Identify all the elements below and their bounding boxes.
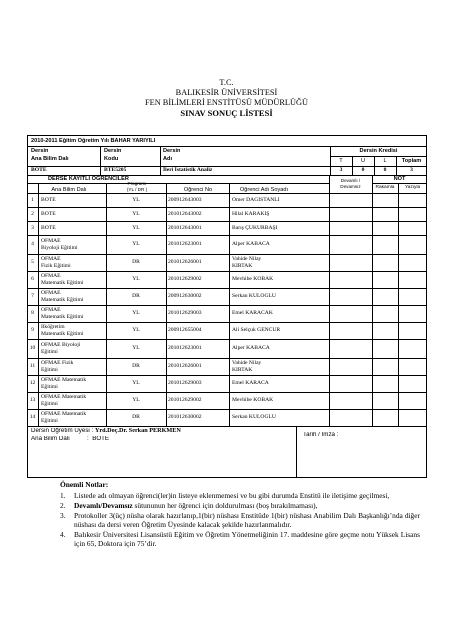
table-column-rule xyxy=(398,183,399,426)
row-program: YL xyxy=(132,380,140,386)
credit-l-label: L xyxy=(383,158,387,164)
row-department: Eğitimi xyxy=(41,348,58,355)
notes-title: Önemli Notlar: xyxy=(60,480,109,489)
table-rule xyxy=(27,288,427,289)
header-line-tc: T.C. xyxy=(219,78,234,87)
row-student-name: Ali Selçuk GENCÜR xyxy=(232,327,281,333)
row-department: OFMAE Fizik xyxy=(41,360,74,366)
row-student-name: Serkan KULOĞLU xyxy=(232,293,276,299)
row-student-name: KIRTAK xyxy=(232,262,253,269)
row-program: YL xyxy=(132,310,140,316)
row-department: BÖTE xyxy=(41,196,56,203)
footer-department: Ana Bilim Dalı : BÖTE xyxy=(31,436,110,442)
row-program: YL xyxy=(132,327,140,333)
row-student-id: 201012623001 xyxy=(168,241,202,247)
row-student-name: Vahide Nilay xyxy=(232,256,262,262)
row-department: Matematik Eğitimi xyxy=(41,313,84,320)
row-program: YL xyxy=(132,224,140,231)
row-number: 6 xyxy=(31,276,34,282)
note-number: 1. xyxy=(60,491,66,500)
table-column-rule xyxy=(100,146,101,175)
row-student-name: Serkan KULOĞLU xyxy=(232,414,276,420)
row-student-name: Alper KABACA xyxy=(232,241,270,247)
row-number: 2 xyxy=(31,210,34,217)
row-number: 12 xyxy=(29,380,36,386)
note-item xyxy=(60,530,420,548)
row-student-name: Emel KARACA xyxy=(232,380,269,386)
students-caption: DERSE KAYITLI ÖĞRENCİLER xyxy=(48,176,129,182)
row-program: YL xyxy=(132,241,140,247)
note-emphasis: Devamlı/Devamsız xyxy=(74,501,133,510)
table-rule xyxy=(27,193,427,194)
table-column-rule xyxy=(166,183,167,426)
date-signature-label: Tarih / İmza : xyxy=(303,432,339,438)
table-rule xyxy=(27,392,427,393)
row-number: 14 xyxy=(29,414,36,420)
course-credit-label: Dersin Kredisi xyxy=(359,148,398,154)
document-title: SINAV SONUÇ LİSTESİ xyxy=(180,108,273,118)
course-code-label: Dersin xyxy=(104,148,122,154)
row-program: YL xyxy=(132,397,140,403)
row-department: OFMAE Matematik xyxy=(41,411,87,417)
table-rule xyxy=(27,339,427,340)
course-dept-label: Ana Bilim Dalı xyxy=(31,156,69,162)
note-number: 3. xyxy=(60,511,66,520)
note-number: 4. xyxy=(60,530,66,539)
table-column-rule xyxy=(296,426,297,478)
row-student-id: 201012623001 xyxy=(168,345,202,351)
note-text: Listede adı olmayan öğrenci(ler)in listeye eklenmemesi ve bu gibi durumda Enstitü ile iletişime geçilmesi, xyxy=(74,491,390,500)
row-number: 10 xyxy=(29,345,36,351)
row-program: DR xyxy=(132,414,140,420)
table-rule xyxy=(27,409,427,410)
course-dept: BÖTE xyxy=(31,167,47,173)
row-student-id: 201012643002 xyxy=(168,210,202,217)
table-column-rule xyxy=(160,146,161,175)
course-name-label: Dersin xyxy=(163,148,181,154)
row-department: OFMAE xyxy=(41,290,61,296)
col-dept-label: Ana Bilim Dalı xyxy=(51,187,87,193)
row-number: 8 xyxy=(31,310,34,316)
header-institute: FEN BİLİMLERİ ENSTİTÜSÜ MÜDÜRLÜĞÜ xyxy=(145,98,308,107)
row-number: 3 xyxy=(31,224,34,231)
table-column-rule xyxy=(372,183,373,426)
col-program-label: (YL / DR ) xyxy=(126,187,148,192)
row-number: 1 xyxy=(31,196,34,203)
row-student-name: Barış ÇUKURBAŞI xyxy=(232,224,278,231)
table-rule xyxy=(27,207,427,208)
row-number: 7 xyxy=(31,293,34,299)
table-rule xyxy=(27,271,427,272)
row-number: 11 xyxy=(29,363,36,369)
col-continuity-label: Devamsız xyxy=(340,184,361,189)
course-code-label: Kodu xyxy=(104,156,119,162)
term-label: 2010-2011 Eğitim Öğretim Yılı BAHAR YARIYILI xyxy=(31,138,156,144)
row-department: Matematik Eğitimi xyxy=(41,330,84,337)
row-student-id: 201012629002 xyxy=(168,276,202,282)
row-student-name: Hilal KARAKIŞ xyxy=(232,210,270,217)
row-student-name: Mevhibe KOBAK xyxy=(232,276,274,282)
row-department: OFMAE xyxy=(41,238,61,244)
table-rule xyxy=(27,426,427,427)
row-student-id: 201012629002 xyxy=(168,397,202,403)
row-number: 4 xyxy=(31,241,34,247)
table-rule xyxy=(372,183,427,184)
table-column-rule xyxy=(329,183,330,426)
row-student-id: 201012629003 xyxy=(168,380,202,386)
row-program: DR xyxy=(132,293,140,299)
lecturer-name: Yrd.Doç.Dr. Serkan PERKMEN xyxy=(94,428,181,434)
course-name-label: Adı xyxy=(163,156,173,162)
table-rule xyxy=(27,235,427,236)
col-grade-label: NOT xyxy=(393,176,406,182)
col-program-label: Programı xyxy=(127,181,147,186)
row-student-name: Alper KABACA xyxy=(232,345,270,351)
row-student-id: 201012643001 xyxy=(168,224,202,231)
table-rule xyxy=(27,322,427,323)
row-department: OFMAE Matematik xyxy=(41,377,87,383)
credit-total-label: Toplam xyxy=(401,158,422,164)
table-column-rule xyxy=(329,175,330,183)
credit-u-label: U xyxy=(360,158,366,164)
row-student-id: 201012629003 xyxy=(168,310,202,316)
col-grade-num-label: Rakamla xyxy=(375,185,395,190)
course-credit-t: 3 xyxy=(339,167,343,173)
header-university: BALIKESİR ÜNİVERSİTESİ xyxy=(175,88,278,97)
row-program: YL xyxy=(132,276,140,282)
table-column-rule xyxy=(229,183,230,426)
table-rule xyxy=(27,358,427,359)
table-rule xyxy=(27,183,329,184)
row-student-id: 201012630002 xyxy=(168,414,202,420)
course-credit-l: 0 xyxy=(383,167,387,173)
lecturer-line xyxy=(31,428,181,435)
row-department: Eğitimi xyxy=(41,383,58,390)
course-credit-total: 3 xyxy=(410,167,413,173)
row-department: İlköğretim xyxy=(41,324,65,330)
table-rule xyxy=(27,375,427,376)
row-number: 5 xyxy=(31,259,34,265)
row-student-id: 200912630002 xyxy=(168,293,202,299)
table-rule xyxy=(27,254,427,255)
row-student-name: KIRTAK xyxy=(232,366,253,373)
row-department: Eğitimi xyxy=(41,400,58,407)
col-name-label: Öğrenci Adı Soyadı xyxy=(239,187,289,193)
credit-t-label: T xyxy=(339,158,343,164)
row-department: OFMAE xyxy=(41,256,61,262)
course-code: BTE5205 xyxy=(104,167,127,173)
row-department: OFMAE xyxy=(41,273,61,279)
table-rule xyxy=(27,221,427,222)
row-department: OFMAE xyxy=(41,307,61,313)
table-rule xyxy=(27,305,427,306)
row-department: Eğitimi xyxy=(41,417,58,424)
col-continuity-label: Devamlı / xyxy=(340,178,361,183)
row-department: Matematik Eğitimi xyxy=(41,296,84,303)
lecturer-label: Dersin Öğretim Üyesi : xyxy=(31,428,95,434)
note-item xyxy=(60,491,420,500)
table-rule xyxy=(330,156,427,157)
row-program: YL xyxy=(132,210,140,217)
table-column-rule xyxy=(106,183,107,426)
row-department: Biyoloji Eğitimi xyxy=(41,244,78,251)
notes-list xyxy=(60,491,420,549)
row-student-name: Mevhibe KOBAK xyxy=(232,397,274,403)
row-department: Fizik Eğitimi xyxy=(41,262,71,269)
row-student-id: 201012626001 xyxy=(168,363,202,369)
col-grade-text-label: Yazıyla xyxy=(404,185,421,190)
row-department: Matematik Eğitimi xyxy=(41,279,84,286)
note-number: 2. xyxy=(60,501,66,510)
row-program: DR xyxy=(132,363,140,369)
col-number-label: Öğrenci No xyxy=(183,187,213,193)
row-program: YL xyxy=(132,196,140,203)
table-column-rule xyxy=(372,175,373,183)
row-department: BÖTE xyxy=(41,210,56,217)
row-program: YL xyxy=(132,345,140,351)
row-number: 9 xyxy=(31,327,34,333)
course-credit-u: 0 xyxy=(361,167,365,173)
row-student-id: 200912655004 xyxy=(168,327,202,333)
table-column-rule xyxy=(38,183,39,426)
row-department: Eğitimi xyxy=(41,366,58,373)
row-student-name: Vahide Nilay xyxy=(232,360,262,366)
note-text: sütununun her öğrenci için doldurulması (boş bırakılmaması), xyxy=(132,501,318,510)
course-name: İleri İstatistik Analiz xyxy=(163,167,213,173)
row-student-name: Ömer DAĞISTANLI xyxy=(232,196,280,203)
course-dept-label: Dersin xyxy=(31,148,49,154)
row-department: OFMAE Biyoloji xyxy=(41,342,81,348)
row-student-name: Emel KARACAK xyxy=(232,310,273,316)
note-item xyxy=(60,501,420,510)
row-program: DR xyxy=(132,259,140,265)
note-item xyxy=(60,511,420,529)
row-department: OFMAE Matematik xyxy=(41,394,87,400)
note-text: Balıkesir Üniversitesi Lisansüstü Eğitim ve Öğretim Yönetmeliğinin 17. maddesine göre geçme notu Yüksek Lisans için 65, Doktora için 75’dir. xyxy=(74,530,420,548)
row-student-id: 200912643003 xyxy=(168,196,202,203)
document-header xyxy=(0,78,453,118)
note-text: Protokoller 3(üç) nüsha olarak hazırlanıp,1(bir) nüshası Enstitüde 1(bir) nüshası Anabilim Dalı Başkanlığı’nda diğer nüshası da dersi veren Öğretim Üyesinde kalacak şekilde hazırlanmalıdır. xyxy=(74,511,420,529)
row-student-id: 201012626001 xyxy=(168,259,202,265)
row-department: BÖTE xyxy=(41,224,56,231)
row-number: 13 xyxy=(29,397,36,403)
